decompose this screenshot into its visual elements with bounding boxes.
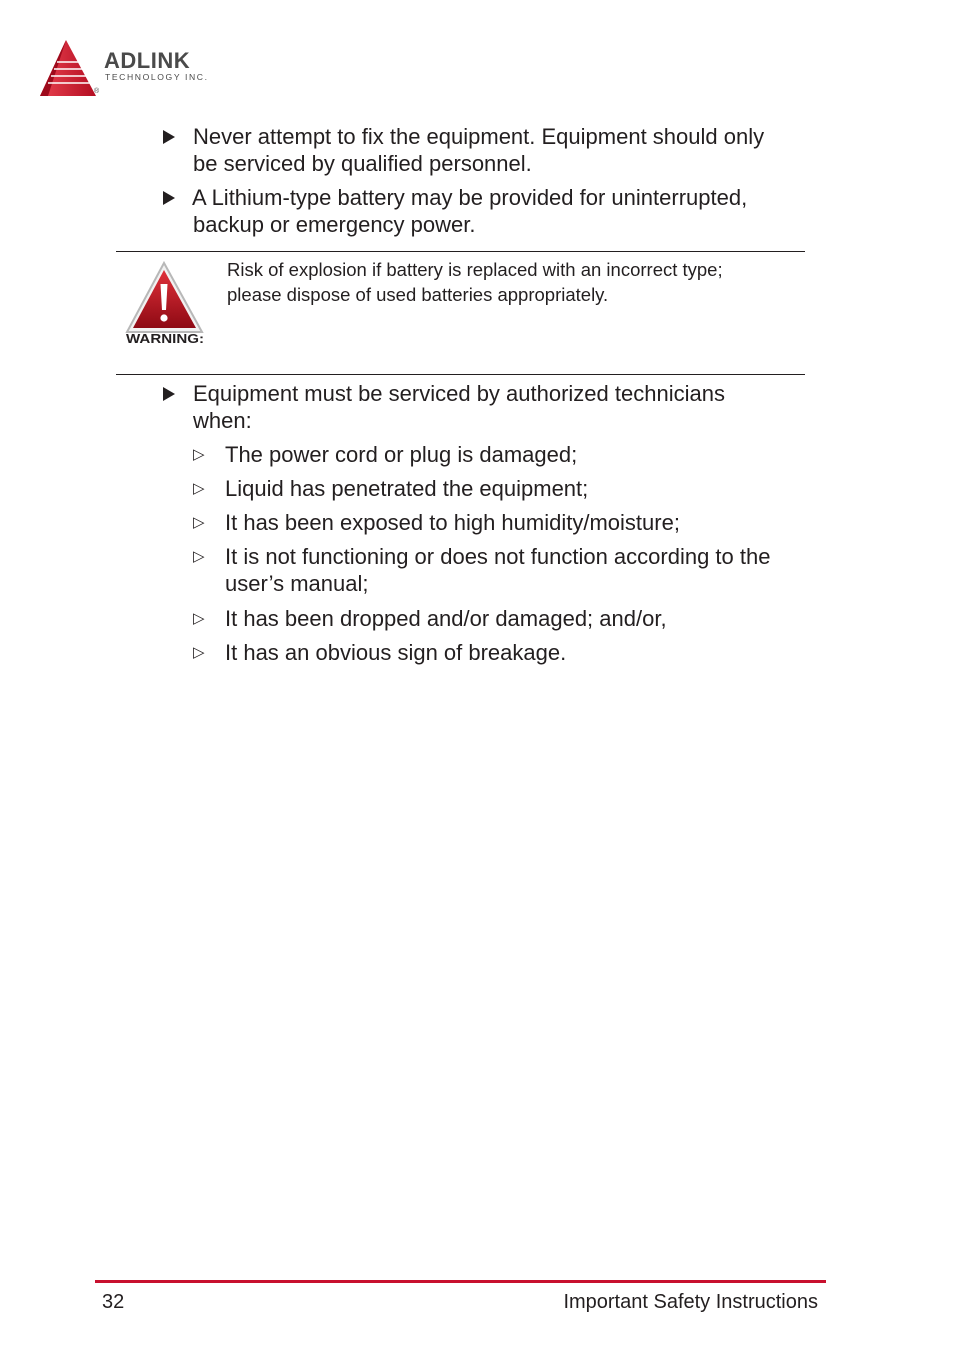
warning-icon bbox=[124, 260, 208, 346]
warning-line: Risk of explosion if battery is replaced with an incorrect type; bbox=[227, 259, 723, 280]
condition-line: The power cord or plug is damaged; bbox=[225, 442, 578, 467]
bullet-item-fix-equipment bbox=[193, 123, 813, 177]
warning-message bbox=[227, 257, 797, 307]
adlink-triangle-icon bbox=[38, 38, 102, 100]
warning-icon-label: WARNING: bbox=[126, 331, 204, 346]
adlink-logo bbox=[38, 38, 238, 100]
section-title: Important Safety Instructions bbox=[563, 1291, 818, 1313]
warning-top-rule bbox=[116, 251, 805, 252]
bullet-item-lithium-battery bbox=[192, 184, 812, 238]
open-triangle-bullet-icon: ▷ bbox=[193, 643, 205, 661]
bullet-line: be serviced by qualified personnel. bbox=[193, 151, 532, 176]
bullet-line: Equipment must be serviced by authorized technicians bbox=[193, 381, 725, 406]
bullet-icon bbox=[163, 130, 175, 144]
logo-wordmark: ADLINK bbox=[104, 48, 191, 73]
condition-line: It is not functioning or does not function according to the bbox=[225, 544, 771, 569]
bullet-line: Never attempt to fix the equipment. Equipment should only bbox=[193, 124, 765, 149]
bullet-item-service bbox=[193, 380, 813, 434]
condition-line: It has an obvious sign of breakage. bbox=[225, 640, 567, 665]
bullet-line: when: bbox=[193, 408, 252, 433]
open-triangle-bullet-icon: ▷ bbox=[193, 445, 205, 463]
open-triangle-bullet-icon: ▷ bbox=[193, 513, 205, 531]
warning-line: please dispose of used batteries appropriately. bbox=[227, 284, 609, 305]
open-triangle-bullet-icon: ▷ bbox=[193, 547, 205, 565]
condition-item bbox=[225, 441, 815, 468]
bullet-icon bbox=[163, 191, 175, 205]
page-number: 32 bbox=[102, 1291, 125, 1313]
open-triangle-bullet-icon: ▷ bbox=[193, 479, 205, 497]
condition-item bbox=[225, 509, 815, 536]
footer-rule bbox=[95, 1280, 826, 1283]
condition-item bbox=[225, 639, 815, 666]
bullet-icon bbox=[163, 387, 175, 401]
condition-item bbox=[225, 543, 815, 597]
condition-item bbox=[225, 605, 815, 632]
bullet-line: backup or emergency power. bbox=[193, 212, 476, 237]
condition-line: user’s manual; bbox=[225, 571, 369, 596]
logo-subtitle: TECHNOLOGY INC. bbox=[105, 72, 209, 82]
condition-line: It has been exposed to high humidity/moisture; bbox=[225, 510, 680, 535]
condition-item bbox=[225, 475, 815, 502]
condition-line: It has been dropped and/or damaged; and/or, bbox=[225, 606, 667, 631]
condition-line: Liquid has penetrated the equipment; bbox=[225, 476, 589, 501]
registered-mark: ® bbox=[94, 88, 100, 95]
warning-bottom-rule bbox=[116, 374, 805, 375]
bullet-line: A Lithium-type battery may be provided for uninterrupted, bbox=[192, 185, 748, 210]
open-triangle-bullet-icon: ▷ bbox=[193, 609, 205, 627]
